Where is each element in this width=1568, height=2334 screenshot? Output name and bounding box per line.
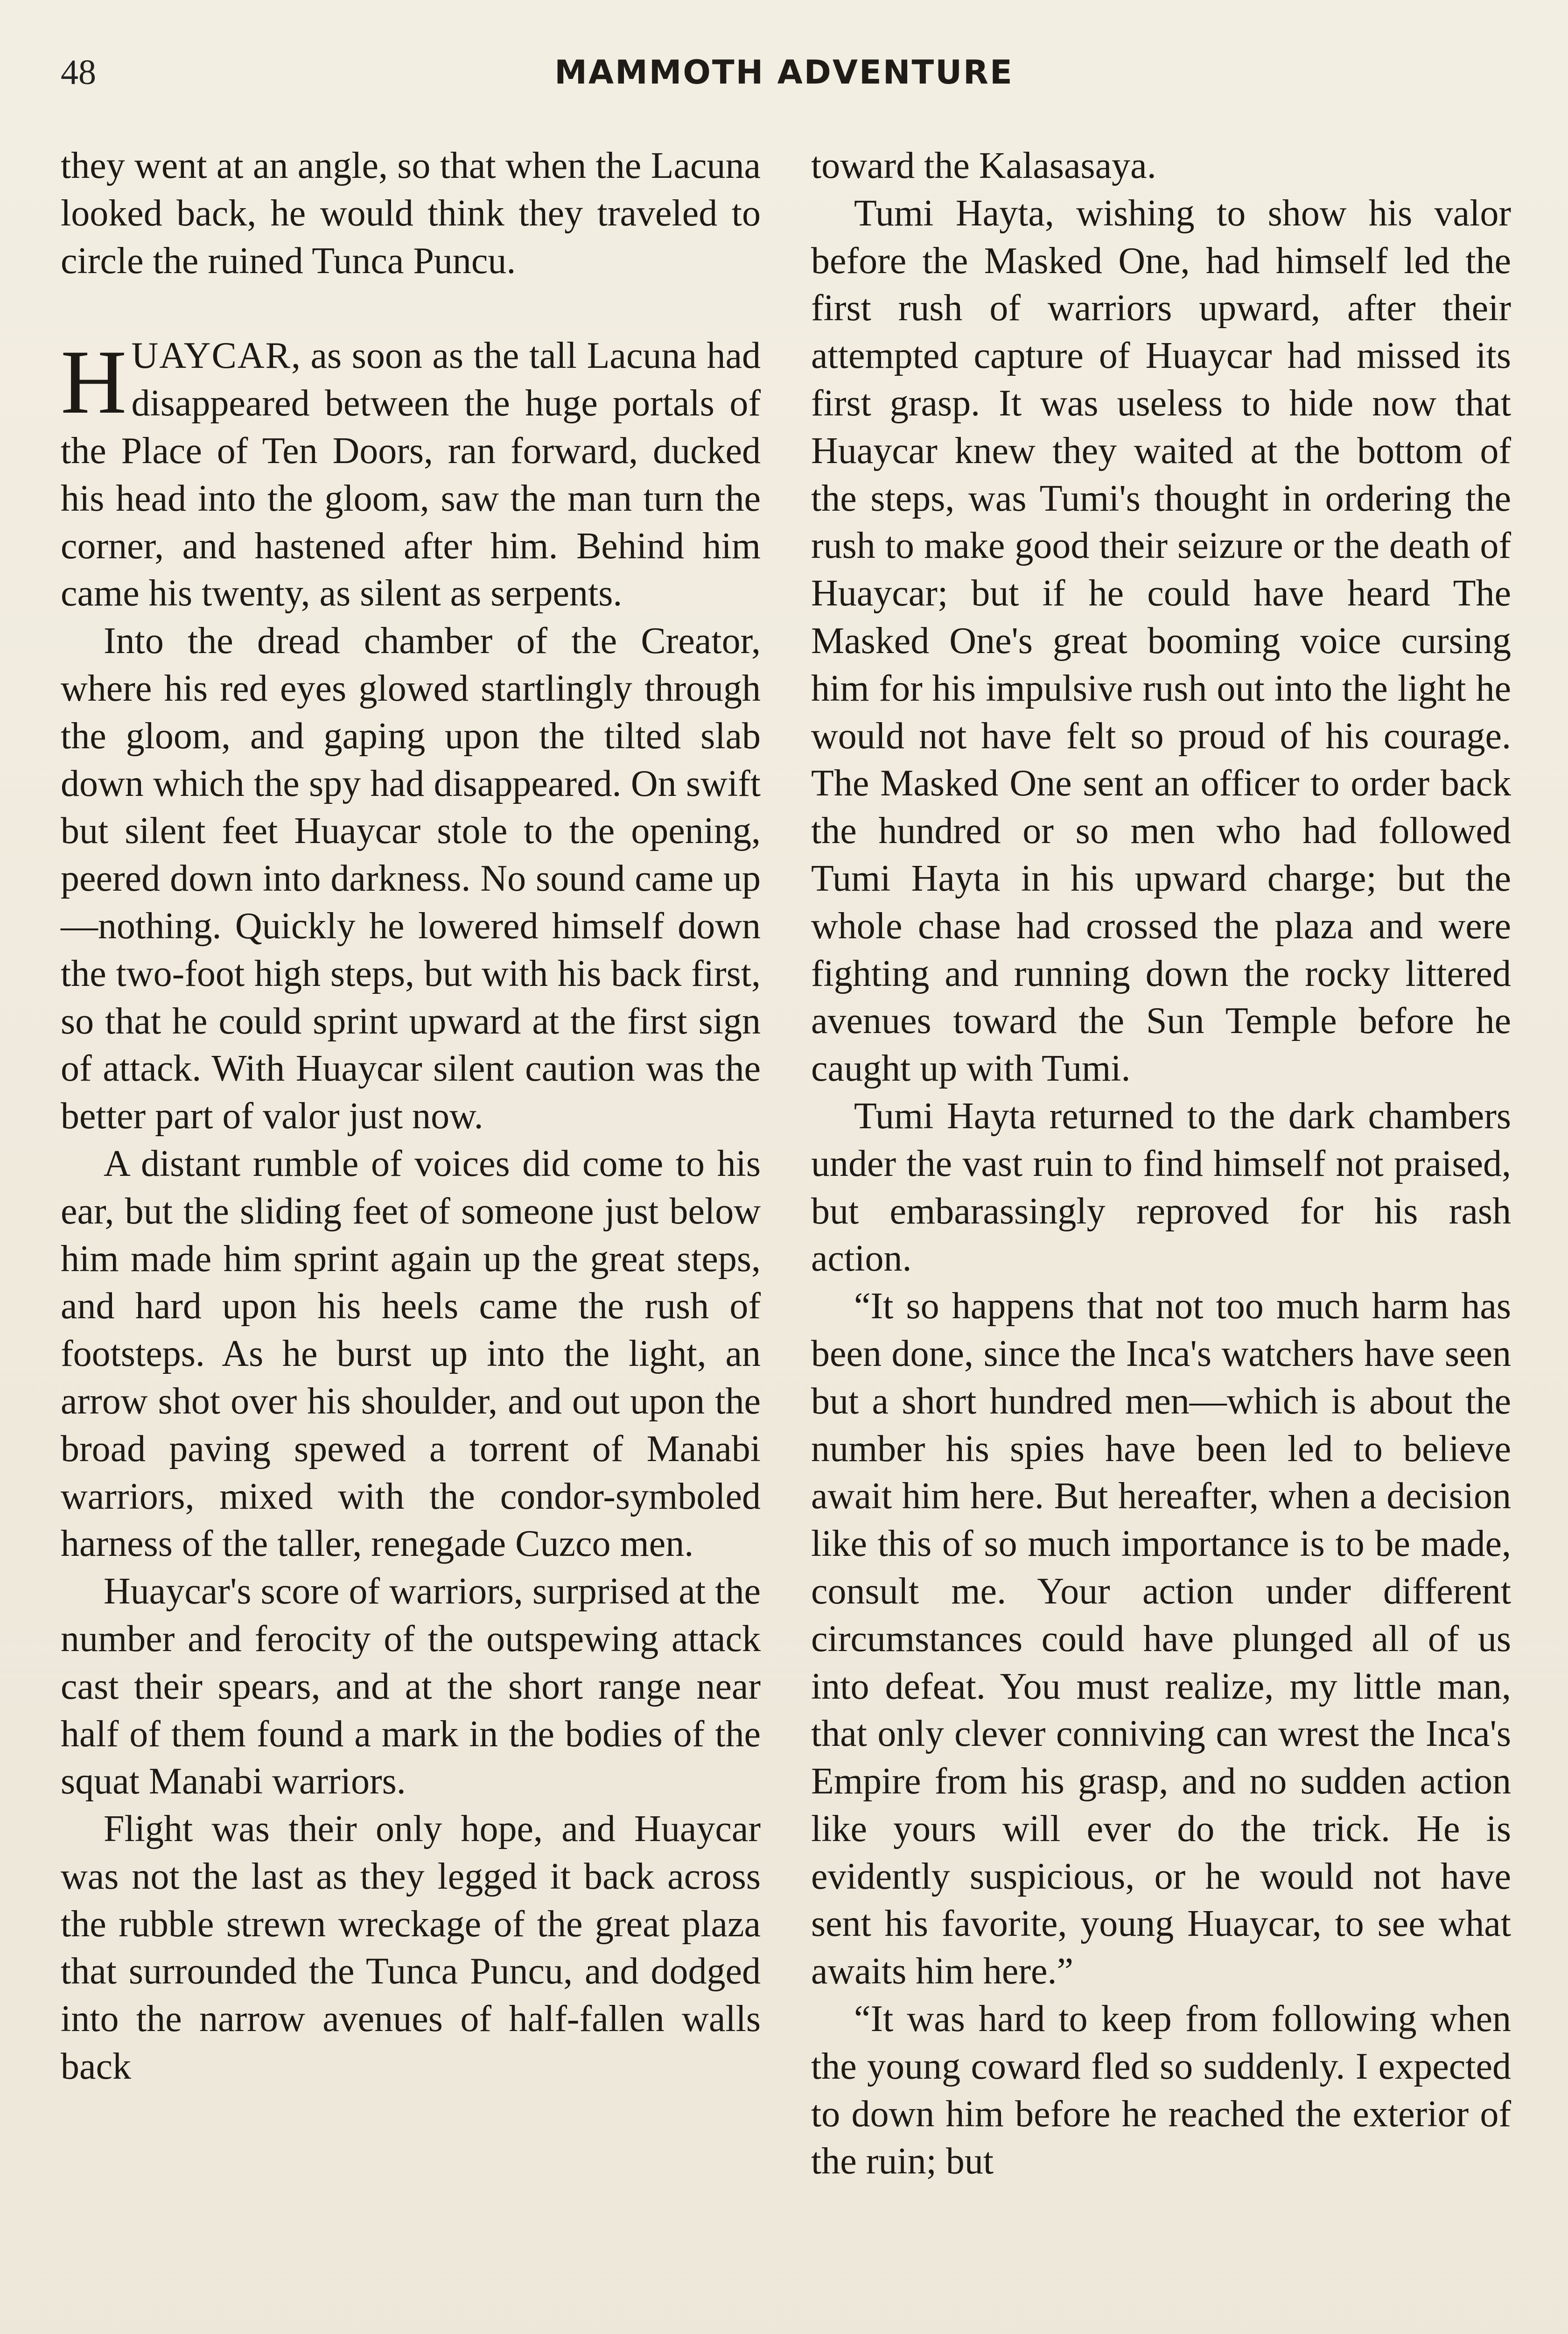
drop-cap: H (61, 331, 127, 433)
page-number: 48 (61, 53, 96, 92)
left-column (61, 142, 761, 2091)
paragraph: Huaycar's score of warriors, surprised at the number and ferocity of the outspewing attack cast their spears, and at the short range near half of them found a mark in the bodies of the squat Manabi warriors. (61, 1571, 761, 1802)
page-header (0, 44, 1568, 100)
paragraph: Tumi Hayta returned to the dark chambers under the vast ruin to find himself not praised, but embarassingly reproved for his rash action. (811, 1095, 1511, 1279)
right-column (811, 142, 1511, 2186)
running-head: MAMMOTH ADVENTURE (554, 53, 1014, 91)
paragraph: A distant rumble of voices did come to his ear, but the sliding feet of someone just below him made him sprint again up the great steps, and hard upon his heels came the rush of footsteps. As he burst up into the light, an arrow shot over his shoulder, and out upon the broad paving spewed a torrent of Manabi warriors, mixed with the condor-symboled harness of the taller, renegade Cuzco men. (61, 1143, 761, 1565)
paragraph: Flight was their only hope, and Huaycar was not the last as they legged it back across the rubble strewn wreckage of the great plaza that surrounded the Tunca Puncu, and dodged into the narrow avenues of half-fallen walls back (61, 1808, 761, 2088)
paragraph-with-drop-cap (61, 332, 761, 618)
paragraph: “It so happens that not too much harm has been done, since the Inca's watchers have seen but a short hundred men—which is about the number his spies have been led to believe await him here. But hereafter, when a decision like this of so much importance is to be made, consult me. Your action under different circumstances could have plunged all of us into defeat. You must realize, my little man, that only clever conniving can wrest the Inca's Empire from his grasp, and no sudden action like yours will ever do the trick. He is evidently suspicious, or he would not have sent his favorite, young Huaycar, to see what awaits him here.” (811, 1286, 1511, 1992)
paragraph: “It was hard to keep from following when the young coward fled so suddenly. I expected to down him before he reached the exterior of the ruin; but (811, 1998, 1511, 2182)
paragraph: Tumi Hayta, wishing to show his valor before the Masked One, had himself led the first rush of warriors upward, after their attempted capture of Huaycar had missed its first grasp. It was useless to hide now that Huaycar knew they waited at the bottom of the steps, was Tumi's thought in ordering the rush to make good their seizure or the death of Huaycar; but if he could have heard The Masked One's great booming voice cursing him for his impulsive rush out into the light he would not have felt so proud of his courage. The Masked One sent an officer to order back the hundred or so men who had followed Tumi Hayta in his upward charge; but the whole chase had crossed the plaza and were fighting and running down the rocky littered avenues toward the Sun Temple before he caught up with Tumi. (811, 192, 1511, 1090)
paragraph: Into the dread chamber of the Creator, where his red eyes glowed startlingly through the gloom, and gaping upon the tilted slab down which the spy had disappeared. On swift but silent feet Huaycar stole to the opening, peered down into darkness. No sound came up—nothing. Quickly he lowered himself down the two-foot high steps, but with his back first, so that he could sprint upward at the first sign of attack. With Huaycar silent caution was the better part of valor just now. (61, 620, 761, 1137)
lead-in-word: UAYCAR (131, 335, 292, 377)
paragraph-text: , as soon as the tall Lacuna had disappeared between the huge portals of the Place of Ten Doors, ran forward, ducked his head into the gloom, saw the man turn the corner, and hastened after him. Behind him came his twenty, as silent as serpents. (61, 335, 761, 614)
paragraph: toward the Kalasasaya. (811, 145, 1156, 186)
paragraph: they went at an angle, so that when the Lacuna looked back, he would think they traveled to circle the ruined Tunca Puncu. (61, 145, 761, 281)
